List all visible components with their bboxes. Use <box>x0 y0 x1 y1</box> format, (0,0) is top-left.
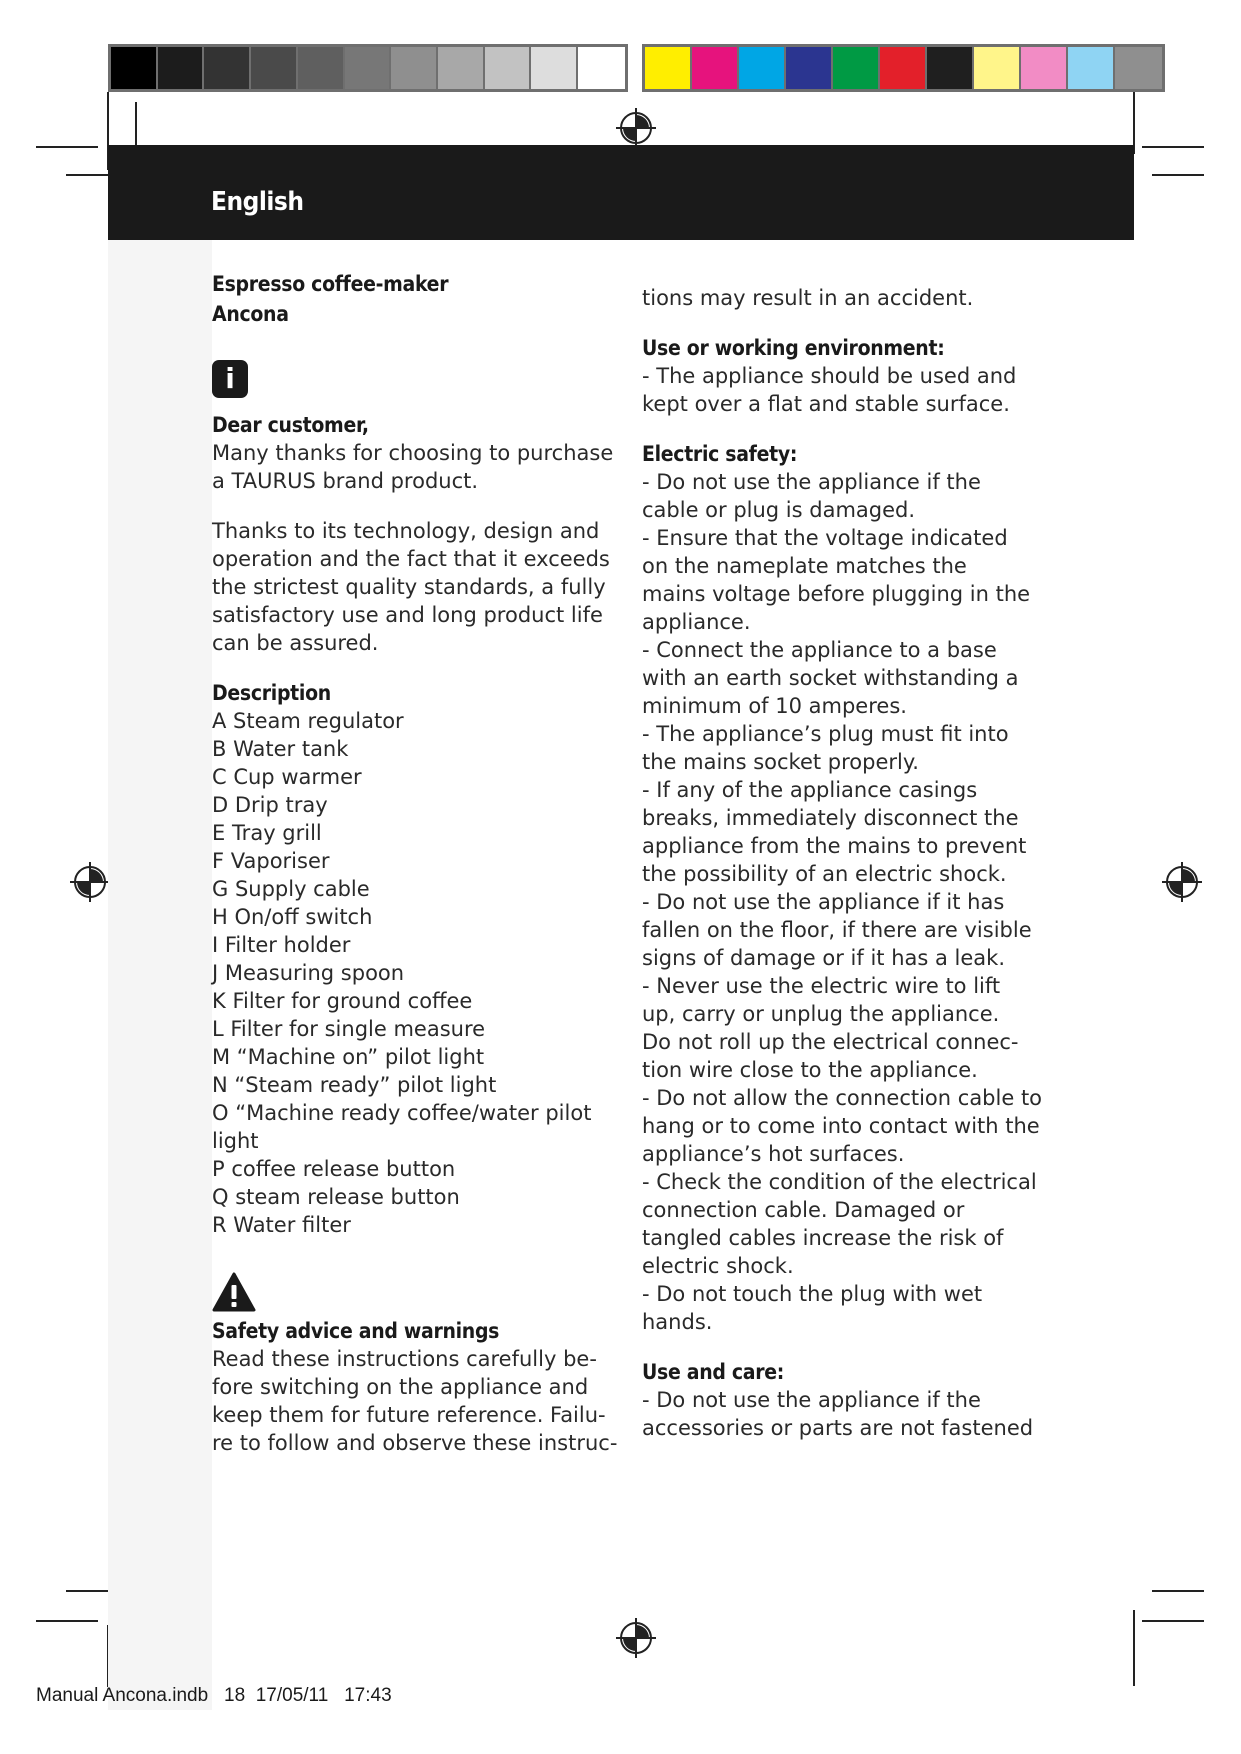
safety-heading: Safety advice and warnings <box>212 1319 500 1343</box>
product-title: Espresso coffee-maker <box>212 272 449 296</box>
crop-mark <box>1133 1610 1135 1686</box>
list-item: G Supply cable <box>212 877 370 901</box>
text-line: appliance from the mains to prevent <box>642 834 1027 858</box>
color-swatch <box>786 47 833 89</box>
color-swatch <box>1021 47 1068 89</box>
gray-swatch <box>158 47 205 89</box>
language-title: English <box>211 187 304 217</box>
list-item: H On/off switch <box>212 905 373 929</box>
text-line: - Connect the appliance to a base <box>642 638 997 662</box>
gray-swatch <box>111 47 158 89</box>
text-line: - If any of the appliance casings <box>642 778 978 802</box>
crop-mark <box>1142 146 1204 148</box>
list-item: J Measuring spoon <box>212 961 405 985</box>
text-line: minimum of 10 amperes. <box>642 694 907 718</box>
text-line: hang or to come into contact with the <box>642 1114 1040 1138</box>
gray-swatch <box>204 47 251 89</box>
text-line: - Do not use the appliance if it has <box>642 890 1005 914</box>
color-swatch <box>692 47 739 89</box>
registration-target-icon <box>1162 862 1202 902</box>
color-swatch <box>880 47 927 89</box>
text-line: - The appliance should be used and <box>642 364 1017 388</box>
text-line: - Never use the electric wire to lift <box>642 974 1001 998</box>
text-line: operation and the fact that it exceeds <box>212 547 610 571</box>
text-line: kept over a flat and stable surface. <box>642 392 1010 416</box>
product-model: Ancona <box>212 302 289 326</box>
left-column <box>212 270 618 1457</box>
intro-paragraph <box>212 439 612 495</box>
crop-mark <box>1152 174 1204 176</box>
list-item: B Water tank <box>212 737 349 761</box>
text-line: can be assured. <box>212 631 379 655</box>
list-item: L Filter for single measure <box>212 1017 486 1041</box>
text-line: re to follow and observe these instruc- <box>212 1431 618 1455</box>
gray-swatch <box>251 47 298 89</box>
language-header-band <box>108 145 1134 240</box>
text-line: a TAURUS brand product. <box>212 469 479 493</box>
text-line: tangled cables increase the risk of <box>642 1226 1004 1250</box>
text-line: cable or plug is damaged. <box>642 498 916 522</box>
text-line: fore switching on the appliance and <box>212 1375 589 1399</box>
list-item: M “Machine on” pilot light <box>212 1045 485 1069</box>
crop-mark <box>36 146 98 148</box>
color-swatch <box>1115 47 1162 89</box>
text-line: appliance’s hot surfaces. <box>642 1142 905 1166</box>
safety-paragraph <box>212 1345 618 1457</box>
continuation-text: tions may result in an accident. <box>642 286 974 310</box>
gray-swatch <box>391 47 438 89</box>
crop-mark <box>1152 1590 1204 1592</box>
care-heading: Use and care: <box>642 1360 785 1384</box>
environment-paragraph <box>642 362 1042 418</box>
text-line: the strictest quality standards, a fully <box>212 575 606 599</box>
registration-target-icon <box>616 1618 656 1658</box>
quality-paragraph <box>212 517 612 657</box>
greeting: Dear customer, <box>212 413 369 437</box>
text-line: Do not roll up the electrical connec- <box>642 1030 1019 1054</box>
text-line: accessories or parts are not fastened <box>642 1416 1034 1440</box>
list-item: D Drip tray <box>212 793 328 817</box>
description-list <box>212 707 612 1239</box>
warning-triangle-icon <box>212 1271 256 1313</box>
text-line: tion wire close to the appliance. <box>642 1058 978 1082</box>
gray-swatch <box>438 47 485 89</box>
electric-heading: Electric safety: <box>642 442 798 466</box>
list-item: C Cup warmer <box>212 765 362 789</box>
text-line: Read these instructions carefully be- <box>212 1347 597 1371</box>
text-line: signs of damage or if it has a leak. <box>642 946 1005 970</box>
gray-swatch <box>345 47 392 89</box>
list-item: N “Steam ready” pilot light <box>212 1073 497 1097</box>
environment-heading: Use or working environment: <box>642 336 945 360</box>
text-line: connection cable. Damaged or <box>642 1198 965 1222</box>
list-item: O “Machine ready coffee/water pilot <box>212 1101 592 1125</box>
gray-swatch <box>578 47 625 89</box>
right-column <box>642 284 1042 1442</box>
text-line: - Do not use the appliance if the <box>642 1388 981 1412</box>
registration-target-icon <box>616 108 656 148</box>
electric-paragraph <box>642 468 1042 1336</box>
list-item: K Filter for ground coffee <box>212 989 473 1013</box>
text-line: - Do not touch the plug with wet <box>642 1282 983 1306</box>
color-swatch <box>739 47 786 89</box>
list-item: F Vaporiser <box>212 849 330 873</box>
text-line: electric shock. <box>642 1254 794 1278</box>
list-item: A Steam regulator <box>212 709 404 733</box>
text-line: - Do not use the appliance if the <box>642 470 981 494</box>
text-line: - Ensure that the voltage indicated <box>642 526 1008 550</box>
crop-mark <box>1142 1620 1204 1622</box>
text-line: fallen on the floor, if there are visible <box>642 918 1032 942</box>
text-line: satisfactory use and long product life <box>212 603 603 627</box>
description-heading: Description <box>212 681 331 705</box>
text-line: breaks, immediately disconnect the <box>642 806 1019 830</box>
text-line: - The appliance’s plug must fit into <box>642 722 1009 746</box>
list-item: E Tray grill <box>212 821 322 845</box>
color-swatch <box>1068 47 1115 89</box>
registration-target-icon <box>70 862 110 902</box>
color-swatch <box>645 47 692 89</box>
list-item: R Water filter <box>212 1213 351 1237</box>
text-line: hands. <box>642 1310 713 1334</box>
list-item: light <box>212 1129 259 1153</box>
crop-mark <box>36 1620 98 1622</box>
text-line: Thanks to its technology, design and <box>212 519 600 543</box>
list-item: I Filter holder <box>212 933 351 957</box>
color-swatch <box>927 47 974 89</box>
color-swatch <box>833 47 880 89</box>
info-icon-glyph: i <box>225 362 235 395</box>
page-gutter <box>108 240 212 1710</box>
info-icon <box>212 360 248 398</box>
list-item: P coffee release button <box>212 1157 456 1181</box>
gray-swatch <box>485 47 532 89</box>
list-item: Q steam release button <box>212 1185 460 1209</box>
text-line: keep them for future reference. Failu- <box>212 1403 606 1427</box>
text-line: - Do not allow the connection cable to <box>642 1086 1043 1110</box>
text-line: the possibility of an electric shock. <box>642 862 1007 886</box>
file-slug: Manual Ancona.indb 18 17/05/11 17:43 <box>36 1685 392 1706</box>
care-paragraph <box>642 1386 1042 1442</box>
text-line: appliance. <box>642 610 751 634</box>
text-line: the mains socket properly. <box>642 750 919 774</box>
color-strip <box>642 44 1165 92</box>
gray-swatch <box>298 47 345 89</box>
text-line: mains voltage before plugging in the <box>642 582 1031 606</box>
text-line: - Check the condition of the electrical <box>642 1170 1037 1194</box>
text-line: up, carry or unplug the appliance. <box>642 1002 1000 1026</box>
text-line: with an earth socket withstanding a <box>642 666 1019 690</box>
text-line: Many thanks for choosing to purchase <box>212 441 614 465</box>
text-line: on the nameplate matches the <box>642 554 967 578</box>
gray-swatch <box>531 47 578 89</box>
color-swatch <box>974 47 1021 89</box>
grayscale-strip <box>108 44 628 92</box>
